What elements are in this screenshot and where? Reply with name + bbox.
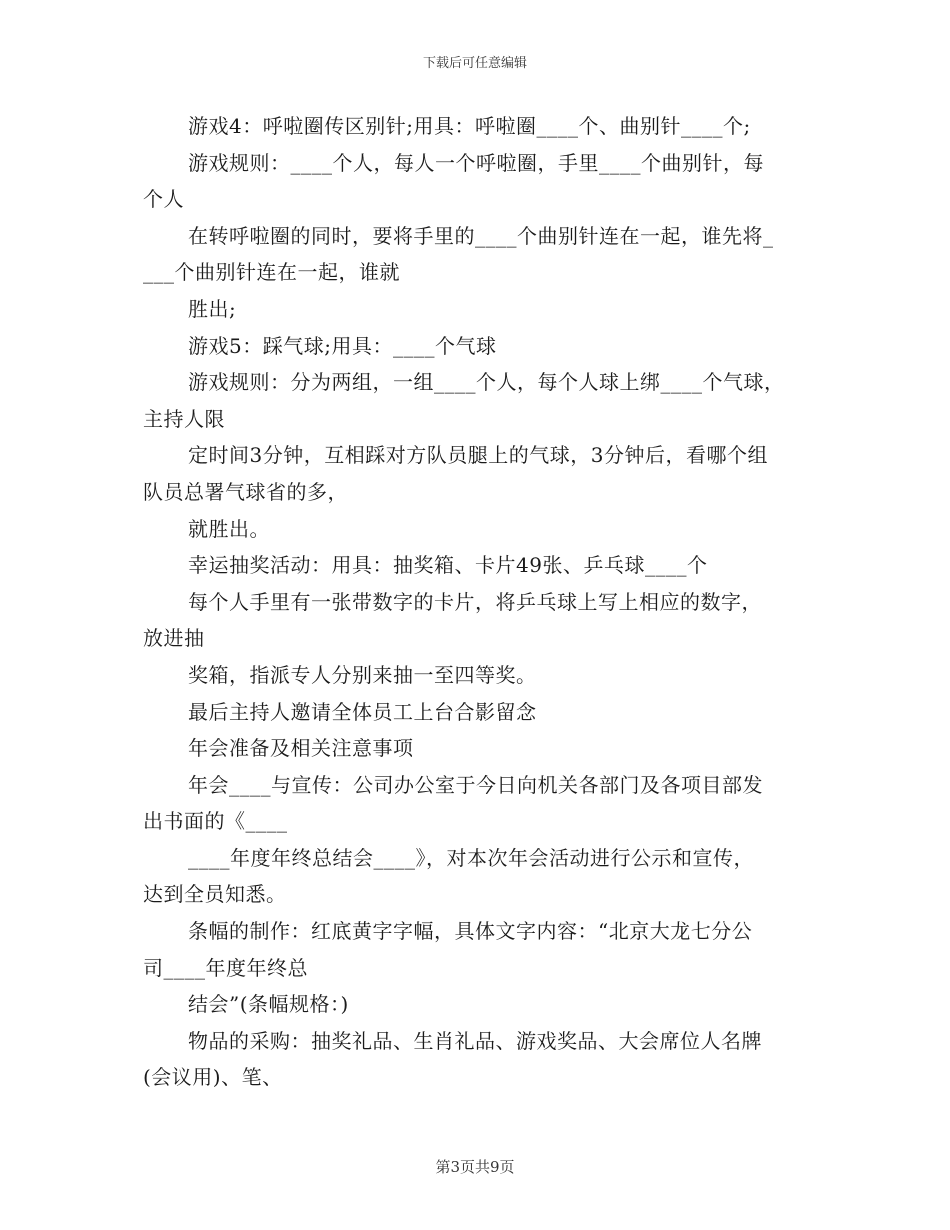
text-line: ___个曲别针连在一起，谁就	[143, 260, 400, 285]
text-line: 奖箱，指派专人分别来抽一至四等奖。	[188, 662, 537, 687]
text-line: 游戏规则：____个人，每人一个呼啦圈，手里____个曲别针，每	[188, 150, 764, 175]
text-line: (会议用)、笔、	[143, 1065, 283, 1090]
text-line: 最后主持人邀请全体员工上台合影留念	[188, 699, 537, 724]
text-line: 司____年度年终总	[143, 955, 308, 980]
page-footer: 第3页共9页	[435, 1158, 515, 1176]
text-line: 游戏4：呼啦圈传区别针;用具：呼啦圈____个、曲别针____个;	[188, 114, 751, 138]
text-line: 达到全员知悉。	[143, 882, 287, 907]
text-line: 个人	[143, 187, 184, 212]
text-line: 主持人限	[143, 406, 225, 431]
text-line: 游戏规则：分为两组，一组____个人，每个人球上绑____个气球，	[188, 370, 785, 395]
text-line: 条幅的制作：红底黄字字幅，具体文字内容：“北京大龙七分公	[188, 919, 753, 944]
text-line: 胜出;	[188, 296, 237, 321]
document-body	[143, 108, 811, 1096]
text-line: ____年度年终总结会____》，对本次年会活动进行公示和宣传，	[188, 845, 754, 870]
text-line: 定时间3分钟，互相踩对方队员腿上的气球，3分钟后，看哪个组	[188, 443, 768, 468]
text-line: 游戏5：踩气球;用具：____个气球	[188, 333, 497, 358]
text-line: 放进抽	[143, 626, 205, 651]
text-line: 物品的采购：抽奖礼品、生肖礼品、游戏奖品、大会席位人名牌	[188, 1028, 762, 1053]
text-line: 就胜出。	[188, 516, 270, 541]
text-line: 在转呼啦圈的同时，要将手里的____个曲别针连在一起，谁先将_	[188, 223, 774, 248]
text-line: 年会准备及相关注意事项	[188, 736, 414, 761]
text-line: 幸运抽奖活动：用具：抽奖箱、卡片49张、乒乓球____个	[188, 553, 708, 578]
text-line: 出书面的《____	[143, 809, 288, 834]
text-line: 队员总署气球省的多，	[143, 479, 348, 504]
page-header: 下载后可任意编辑	[422, 56, 527, 71]
text-line: 年会____与宣传：公司办公室于今日向机关各部门及各项目部发	[188, 772, 763, 797]
text-line: 结会”(条幅规格：)	[188, 992, 349, 1017]
text-line: 每个人手里有一张带数字的卡片，将乒乓球上写上相应的数字，	[188, 589, 762, 614]
